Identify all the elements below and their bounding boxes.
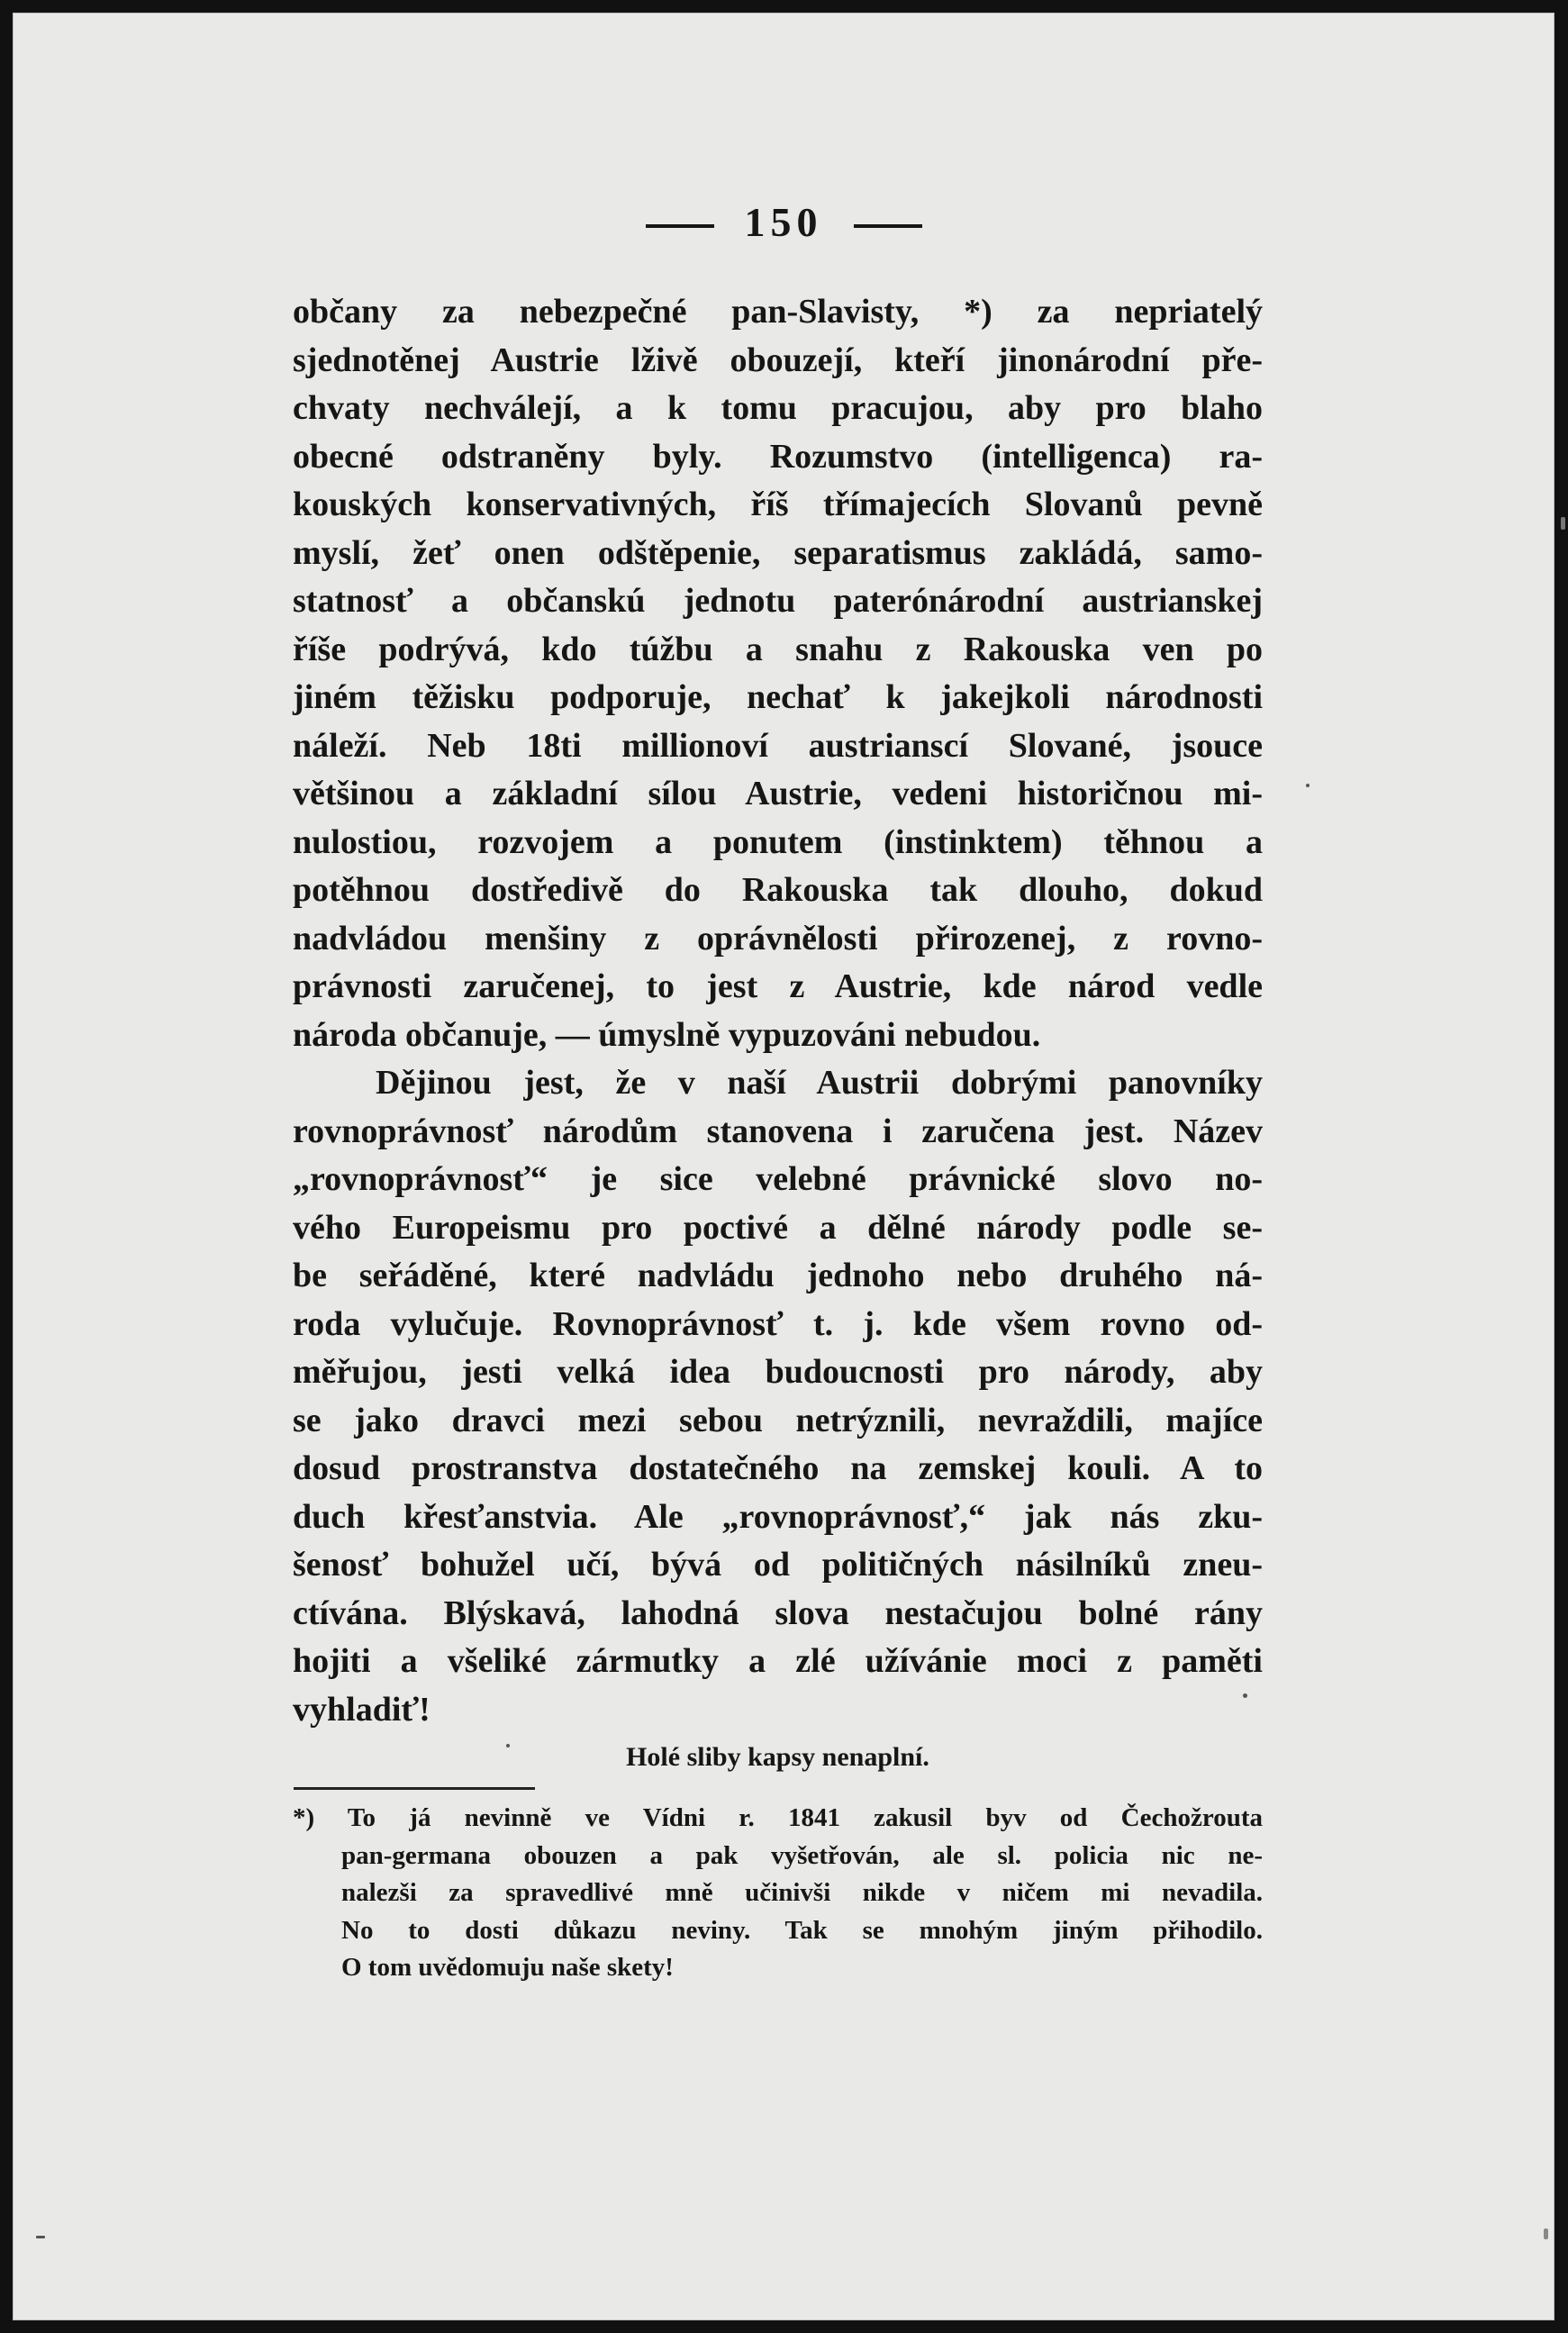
- scan-speck: [1243, 1693, 1247, 1698]
- page-number: 150: [744, 199, 823, 245]
- text-line: chvaty nechválejí, a k tomu pracujou, aby pro blaho: [293, 389, 1263, 427]
- text-line: většinou a základní sílou Austrie, vedeni historičnou mi-: [293, 775, 1263, 812]
- document-page: [13, 13, 1554, 2320]
- text-line: be seřáděné, které nadvládu jednoho nebo druhého ná-: [293, 1257, 1263, 1294]
- scan-speck: [1561, 517, 1565, 530]
- scan-speck: [506, 1744, 510, 1747]
- text-line: vého Europeismu pro poctivé a dělné národy podle se-: [293, 1208, 1263, 1247]
- text-line: statnosť a občanskú jednotu paterónárodní austrianskej: [293, 582, 1263, 620]
- text-line: náleží. Neb 18ti millionoví austrianscí Slované, jsouce: [293, 726, 1263, 765]
- text-line: vyhladiť!: [293, 1690, 431, 1729]
- scan-speck: [1306, 784, 1310, 787]
- text-line: rovnoprávnosť národům stanovena i zaručena jest. Název: [293, 1112, 1263, 1150]
- text-line: nadvládou menšiny z oprávnělosti přirozenej, z rovno-: [293, 919, 1263, 958]
- scan-speck: [36, 2236, 45, 2238]
- footnote-line: *) To já nevinně ve Vídni r. 1841 zakusil byv od Čechožrouta: [293, 1803, 1263, 1832]
- text-line: dosud prostranstva dostatečného na zemskej kouli. A to: [293, 1449, 1263, 1487]
- text-line: se jako dravci mezi sebou netrýznili, nevraždili, majíce: [293, 1401, 1263, 1439]
- footnote-line: nalezši za spravedlivé mně učinivši nikde v ničem mi nevadila.: [341, 1878, 1263, 1907]
- text-line: říše podrývá, kdo túžbu a snahu z Rakouska ven po: [293, 630, 1263, 668]
- paragraph-1: [293, 288, 1263, 1059]
- text-line: nulostiou, rozvojem a ponutem (instinktem) těhnou a: [293, 822, 1263, 861]
- body-text: [293, 288, 1263, 1783]
- text-line: ctívána. Blýskavá, lahodná slova nestačujou bolné rány: [293, 1593, 1263, 1632]
- closing-line: Holé sliby kapsy nenaplní.: [626, 1742, 929, 1772]
- footnote-divider: [294, 1787, 535, 1790]
- text-line: šenosť bohužel učí, bývá od političných násilníků zneu-: [293, 1546, 1263, 1584]
- footnote-line: pan-germana obouzen a pak vyšetřován, ale sl. policia nic ne-: [341, 1840, 1263, 1870]
- left-dash: [646, 224, 714, 228]
- text-line: Dějinou jest, že v naší Austrii dobrými panovníky: [376, 1064, 1263, 1102]
- text-line: národa občanuje, — úmyslně vypuzováni nebudou.: [293, 1015, 1041, 1054]
- text-line: „rovnoprávnosť“ je sice velebné právnické slovo no-: [293, 1160, 1263, 1198]
- text-line: kouských konservativných, říš třímajecích Slovanů pevně: [293, 486, 1263, 523]
- text-line: myslí, žeť onen odštěpenie, separatismus zakládá, samo-: [293, 533, 1263, 572]
- right-dash: [854, 224, 922, 228]
- text-line: sjednotěnej Austrie lživě obouzejí, kteří jinonárodní pře-: [293, 340, 1263, 379]
- paragraph-2: [293, 1059, 1263, 1734]
- text-line: hojiti a všeliké zármutky a zlé užívánie moci z paměti: [293, 1642, 1263, 1680]
- footnote: [293, 1800, 1263, 1987]
- text-line: potěhnou dostředivě do Rakouska tak dlouho, dokud: [293, 871, 1263, 909]
- footnote-line: No to dosti důkazu neviny. Tak se mnohým jiným přihodilo.: [341, 1915, 1263, 1945]
- text-line: roda vylučuje. Rovnoprávnosť t. j. kde všem rovno od-: [293, 1304, 1263, 1343]
- text-line: právnosti zaručenej, to jest z Austrie, kde národ vedle: [293, 967, 1263, 1005]
- text-line: duch křesťanstvia. Ale „rovnoprávnosť,“ jak nás zku-: [293, 1497, 1263, 1536]
- text-line: jiném těžisku podporuje, nechať k jakejkoli národnosti: [293, 678, 1263, 716]
- text-line: obecné odstraněny byly. Rozumstvo (intelligenca) ra-: [293, 437, 1263, 476]
- page-number-header: [13, 198, 1554, 246]
- text-line: občany za nebezpečné pan-Slavisty, *) za nepriatelý: [293, 293, 1263, 331]
- scan-speck: [1544, 2229, 1548, 2239]
- footnote-line: O tom uvědomuju naše skety!: [341, 1953, 674, 1982]
- text-line: měřujou, jesti velká idea budoucnosti pro národy, aby: [293, 1353, 1263, 1391]
